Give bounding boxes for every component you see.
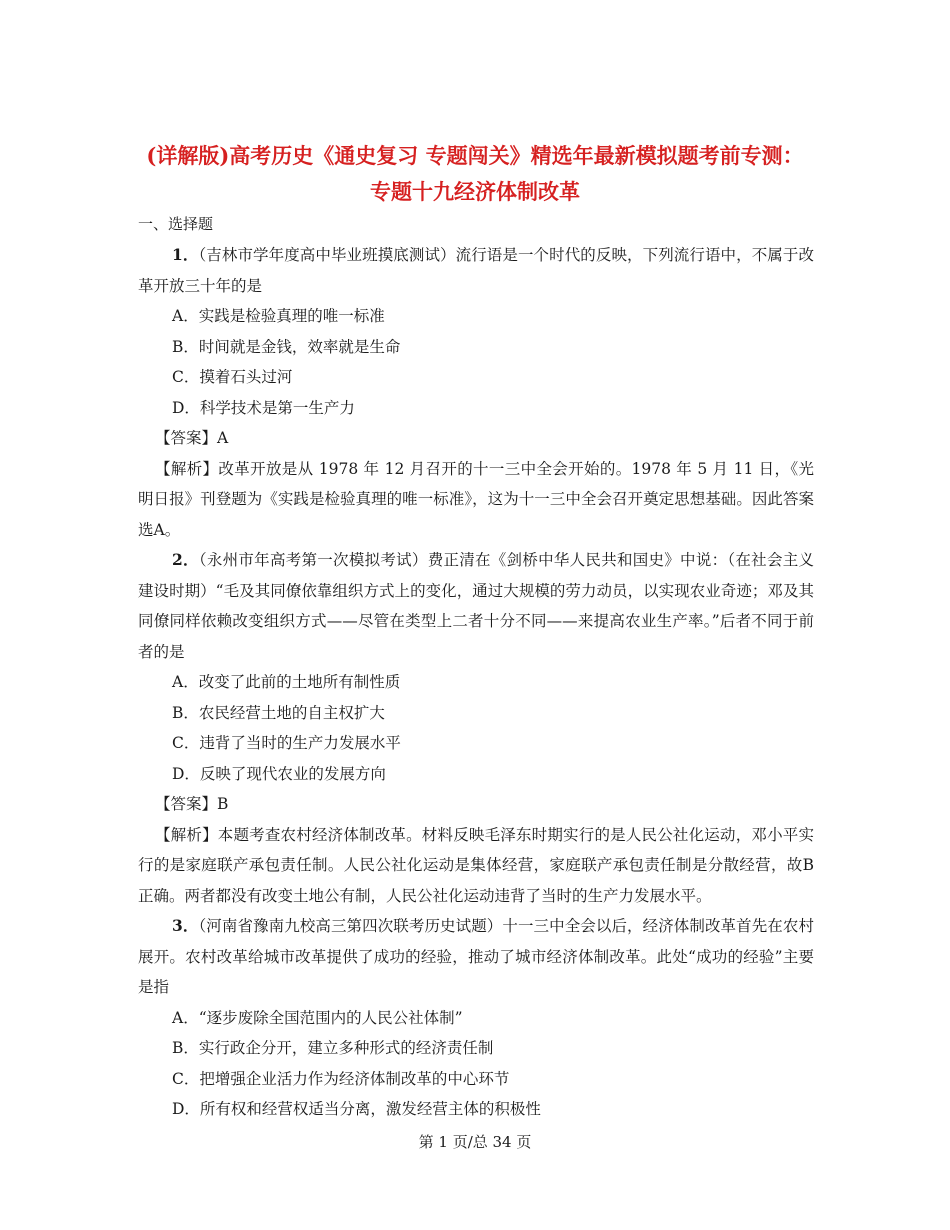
question-1 [138, 240, 814, 545]
question-number: 2． [172, 550, 199, 569]
option-b: B．实行政企分开，建立多种形式的经济责任制 [172, 1039, 494, 1057]
option-a: A．“逐步废除全国范围内的人民公社体制” [172, 1008, 463, 1027]
question-stem [138, 545, 814, 667]
option-c: C．把增强企业活力作为经济体制改革的中心环节 [172, 1069, 510, 1088]
question-text: （河南省豫南九校高三第四次联考历史试题）十一三中全会以后，经济体制改革首先在农村展开。农村改革给城市改革提供了成功的经验，推动了城市经济体制改革。此处“成功的经验”主要是指 [138, 917, 814, 996]
option-a: A．实践是检验真理的唯一标准 [172, 307, 385, 325]
option-d: D．科学技术是第一生产力 [172, 398, 355, 417]
answer: 【答案】B [155, 795, 229, 813]
explanation-text: 改革开放是从 1978 年 12 月召开的十一三中全会开始的。1978 年 5 月 11 日，《光明日报》刊登题为《实践是检验真理的唯一标准》，这为十一三中全会召开奠定思想基础。因此答案选A。 [138, 459, 814, 539]
question-number: 3． [172, 916, 199, 935]
question-list [138, 240, 814, 1125]
question-text: （永州市年高考第一次模拟考试）费正清在《剑桥中华人民共和国史》中说：（在社会主义建设时期）“毛及其同僚依靠组织方式上的变化，通过大规模的劳力动员，以实现农业奇迹；邓及其同僚同样依赖改变组织方式——尽管在类型上二者十分不同——来提高农业生产率。”后者不同于前者的是 [138, 551, 814, 661]
option-d: D．反映了现代农业的发展方向 [172, 764, 386, 783]
question-number: 1． [172, 245, 199, 264]
section-heading: 一、选择题 [138, 215, 214, 233]
explanation-text: 本题考查农村经济体制改革。材料反映毛泽东时期实行的是人民公社化运动，邓小平实行的是家庭联产承包责任制。人民公社化运动是集体经营，家庭联产承包责任制是分散经营，故B正确。两者都没有改变土地公有制，人民公社化运动违背了当时的生产力发展水平。 [138, 825, 814, 905]
option-c: C．违背了当时的生产力发展水平 [172, 734, 401, 752]
question-2 [138, 545, 814, 911]
title-line-2: 专题十九经济体制改革 [370, 179, 580, 204]
document-title [100, 138, 850, 210]
option-a: A．改变了此前的土地所有制性质 [172, 673, 401, 691]
explanation [138, 820, 814, 912]
question-stem [138, 240, 814, 301]
question-3 [138, 911, 814, 1125]
option-d: D．所有权和经营权适当分离，激发经营主体的积极性 [172, 1100, 541, 1118]
option-c: C．摸着石头过河 [172, 368, 293, 386]
question-stem [138, 911, 814, 1003]
answer: 【答案】A [155, 429, 229, 447]
title-line-1: (详解版)高考历史《通史复习 专题闯关》精选年最新模拟题考前专测： [146, 143, 804, 168]
question-text: （吉林市学年度高中毕业班摸底测试）流行语是一个时代的反映，下列流行语中，不属于改革开放三十年的是 [138, 246, 814, 295]
page-footer: 第 1 页/总 34 页 [418, 1133, 532, 1151]
explanation-label: 【解析】 [155, 825, 218, 844]
option-b: B．农民经营土地的自主权扩大 [172, 703, 385, 722]
explanation [138, 454, 814, 546]
option-b: B．时间就是金钱，效率就是生命 [172, 337, 401, 356]
explanation-label: 【解析】 [155, 459, 219, 478]
